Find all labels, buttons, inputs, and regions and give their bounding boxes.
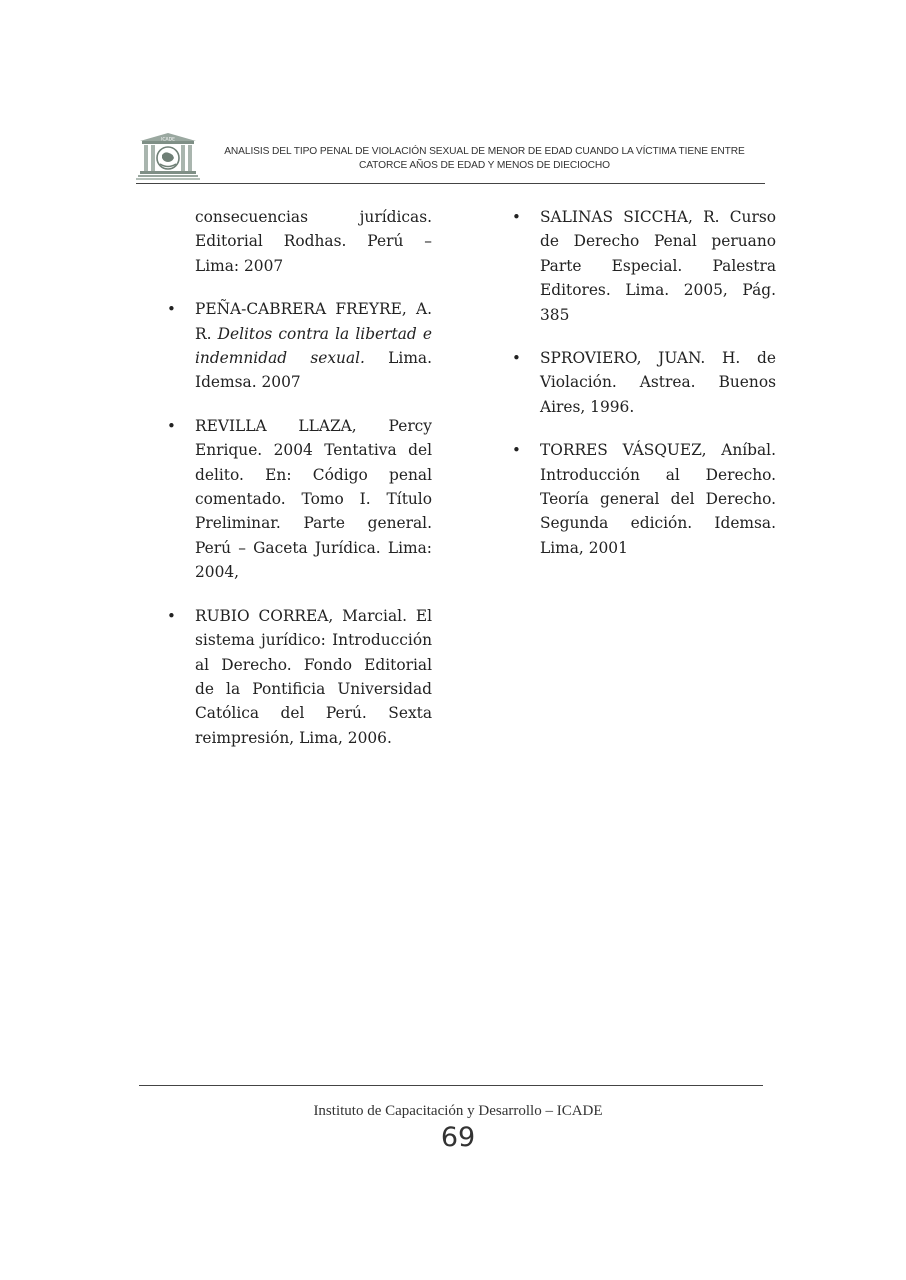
- reference-text: RUBIO CORREA, Marcial. El sistema jurídico: Introducción al Derecho. Fondo Editorial de la Pontificia Universidad Católica del Perú. Sexta reimpresión, Lima, 2006.: [195, 606, 432, 747]
- footer-divider: [139, 1085, 763, 1086]
- page-number: 69: [440, 1122, 476, 1153]
- reference-item: [166, 414, 432, 585]
- bullet-icon: •: [167, 300, 176, 319]
- references-right-column: [511, 205, 776, 579]
- icade-building-logo-icon: [136, 131, 200, 183]
- reference-text: TORRES VÁSQUEZ, Aníbal. Introducción al Derecho. Teoría general del Derecho. Segunda edición. Idemsa. Lima, 2001: [540, 441, 776, 557]
- reference-continuation: [166, 205, 432, 278]
- reference-item: [511, 438, 776, 560]
- running-header-title: ANALISIS DEL TIPO PENAL DE VIOLACIÓN SEXUAL DE MENOR DE EDAD CUANDO LA VÍCTIMA TIENE ENTRE CATORCE AÑOS DE EDAD Y MENOS DE DIECIOCHO: [224, 146, 745, 171]
- bullet-icon: •: [167, 606, 176, 625]
- reference-text: consecuencias jurídicas. Editorial Rodhas. Perú – Lima: 2007: [195, 208, 432, 275]
- reference-text: SPROVIERO, JUAN. H. de Violación. Astrea. Buenos Aires, 1996.: [540, 349, 776, 416]
- reference-text: REVILLA LLAZA, Percy Enrique. 2004 Tentativa del delito. En: Código penal comentado. Tomo I. Título Preliminar. Parte general. Perú – Gaceta Jurídica. Lima: 2004,: [195, 416, 432, 582]
- reference-item: [511, 346, 776, 419]
- header-divider: [136, 183, 765, 184]
- reference-text-tail: Lima. Idemsa. 2007: [195, 349, 432, 392]
- footer-institution: Instituto de Capacitación y Desarrollo – ICADE: [313, 1103, 603, 1119]
- bullet-icon: •: [167, 416, 176, 435]
- references-left-column: [166, 205, 432, 769]
- reference-text: PEÑA-CABRERA FREYRE, A. R.: [195, 300, 432, 343]
- bullet-icon: •: [512, 441, 521, 460]
- bullet-icon: •: [512, 349, 521, 368]
- reference-item: [166, 604, 432, 750]
- page-header: [136, 131, 765, 185]
- reference-text: SALINAS SICCHA, R. Curso de Derecho Penal peruano Parte Especial. Palestra Editores. Lima. 2005, Pág. 385: [540, 208, 776, 324]
- reference-item: [511, 205, 776, 327]
- reference-title-italic: Delitos contra la libertad e indemnidad sexual.: [195, 324, 432, 368]
- logo-text: ICADE: [161, 137, 175, 143]
- bullet-icon: •: [512, 208, 521, 226]
- reference-item: [166, 297, 432, 395]
